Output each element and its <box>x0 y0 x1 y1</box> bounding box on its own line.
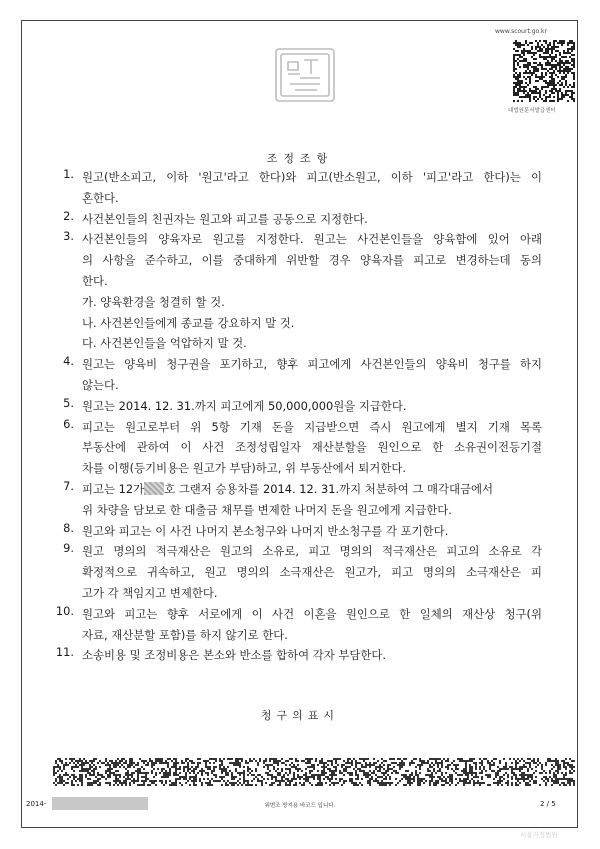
item-line: 원고와 피고는 향후 서로에게 이 사건 이혼을 원인으로 한 일체의 재산상 청구(위 <box>82 606 542 621</box>
qr-caption: 대법원문서발급센터 <box>508 108 556 114</box>
court-seal-icon <box>270 44 340 106</box>
anti-forgery-barcode-icon <box>53 758 575 786</box>
redaction <box>144 482 164 495</box>
item-number: 8. <box>63 520 74 535</box>
item-line: 자료, 재산분할 포함)를 하지 않기로 한다. <box>82 627 288 642</box>
item-10 <box>55 603 542 646</box>
item-line: 원고(반소피고, 이하 '원고'라고 한다)와 피고(반소원고, 이하 '피고'라고 한다)는 이 <box>82 170 542 184</box>
item-line: 소송비용 및 조정비용은 본소와 반소를 합하여 각자 부담한다. <box>82 648 387 663</box>
page-title: 조정조항 <box>266 152 334 165</box>
item-number: 11. <box>55 645 74 660</box>
item-line: 부동산에 관하여 이 사건 조정성립일자 재산분할을 원인으로 한 소유권이전등기절 <box>82 440 542 455</box>
item-line: 사건본인들의 친권자는 원고와 피고를 공동으로 지정한다. <box>82 211 368 226</box>
sub-item: 가. 양육환경을 청결히 할 것. <box>82 294 225 309</box>
item-number: 6. <box>63 416 74 431</box>
sub-item: 나. 사건본인들에게 종교를 강요하지 말 것. <box>82 315 295 330</box>
item-5 <box>63 395 542 417</box>
item-number: 2. <box>63 208 74 223</box>
case-number: 2014- <box>26 800 47 808</box>
item-line: 원고 명의의 적극재산은 원고의 소유로, 피고 명의의 적극재산은 피고의 소유로 각 <box>82 544 542 559</box>
item-9 <box>63 541 542 603</box>
item-line: 원고는 양육비 청구권을 포기하고, 향후 피고에게 사건본인들의 양육비 청구를 하지 <box>82 357 542 372</box>
section-heading: 청구의표시 <box>260 709 340 722</box>
item-line: 원고와 피고는 이 사건 나머지 본소청구와 나머지 반소청구를 각 포기한다. <box>82 523 449 538</box>
item-line: 한다. <box>82 273 108 288</box>
item-line: 피고는 원고로부터 위 5항 기재 돈을 지급받으면 즉시 원고에게 별지 기재 목록 <box>82 419 542 434</box>
item-7-prefix: 피고는 12가 <box>82 481 145 496</box>
item-2 <box>63 208 542 230</box>
item-line <box>82 479 542 500</box>
item-11 <box>55 645 542 666</box>
item-line: 확정적으로 귀속하고, 원고 명의의 소극재산은 원고가, 피고 명의의 소극재산은 피 <box>82 565 542 580</box>
item-number: 1. <box>63 167 74 181</box>
item-line: 사건본인들의 양육자로 원고를 지정한다. 원고는 사건본인들을 양육함에 있어 아래 <box>82 232 542 247</box>
item-4 <box>63 354 542 396</box>
court-watermark: 서울가정법원 <box>520 831 558 839</box>
item-line: 위 차량을 담보로 한 대출금 채무를 변제한 나머지 돈을 원고에게 지급한다. <box>82 502 452 517</box>
item-line: 혼한다. <box>82 190 119 205</box>
item-number: 4. <box>63 354 74 369</box>
item-number: 3. <box>63 229 74 244</box>
sub-item: 다. 사건본인들을 억압하지 말 것. <box>82 336 247 351</box>
item-number: 9. <box>63 541 74 556</box>
item-6 <box>63 416 542 479</box>
item-7 <box>63 478 542 521</box>
item-line: 않는다. <box>82 377 119 392</box>
barcode-notice: 위변조 방지용 바코드 입니다. <box>264 803 336 809</box>
item-line: 원고는 2014. 12. 31.까지 피고에게 50,000,000원을 지급한다. <box>82 398 407 413</box>
item-number: 7. <box>63 478 74 493</box>
item-line: 고가 각 책임지고 변제한다. <box>82 585 218 600</box>
mediation-items <box>55 167 542 666</box>
page-number: 2 / 5 <box>540 800 556 808</box>
item-number: 5. <box>63 395 74 410</box>
site-url: www.scourt.go.kr <box>495 28 547 35</box>
item-8 <box>63 520 542 542</box>
qr-code-icon <box>513 40 575 102</box>
item-7-suffix: 호 그랜저 승용차를 2014. 12. 31.까지 처분하여 그 매각대금에서 <box>164 481 494 496</box>
item-line: 의 사항을 준수하고, 이를 중대하게 위반할 경우 양육자를 피고로 변경하는데 동의 <box>82 253 542 268</box>
item-3 <box>63 229 542 354</box>
item-line: 차를 이행(등기비용은 원고가 부담)하고, 위 부동산에서 퇴거한다. <box>82 461 406 476</box>
item-number: 10. <box>55 603 74 618</box>
item-1 <box>63 167 542 209</box>
